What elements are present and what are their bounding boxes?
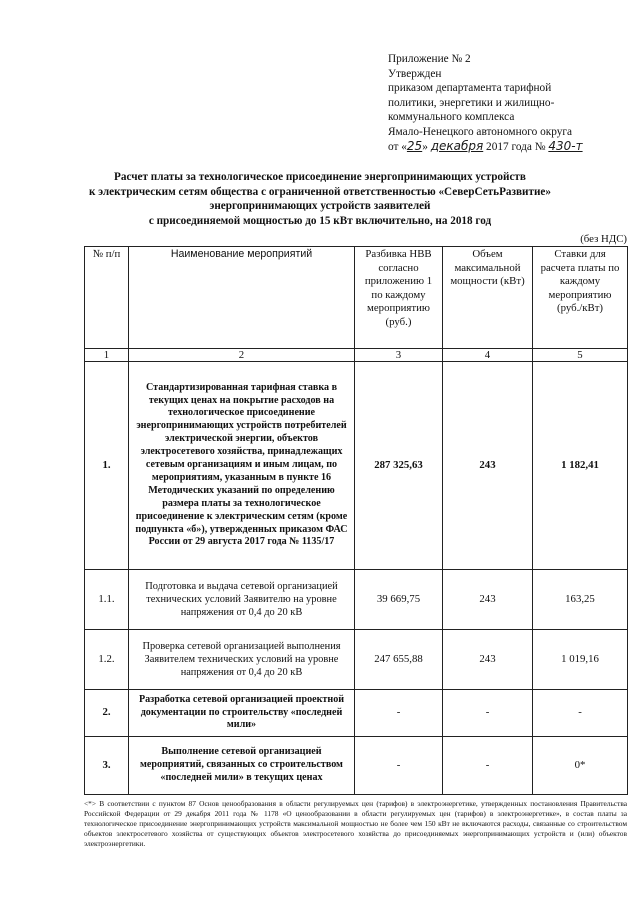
rates-table (84, 246, 628, 795)
document-title (0, 170, 640, 228)
row-nvv: 287 325,63 (355, 362, 443, 570)
handwritten-month: декабря (430, 139, 484, 153)
approval-line-3: приказом департамента тарифной (388, 82, 552, 94)
table-row (85, 737, 628, 795)
row-power: 243 (443, 630, 533, 690)
header-rate: Ставки для расчета платы по каждому мероприятию (руб./кВт) (533, 247, 628, 349)
header-nvv: Разбивка НВВ согласно приложению 1 по каждому мероприятию (руб.) (355, 247, 443, 349)
date-prefix: от « (388, 141, 407, 153)
row-nvv: 39 669,75 (355, 570, 443, 630)
title-line-4: с присоединяемой мощностью до 15 кВт включительно, на 2018 год (148, 214, 492, 227)
row-name: Выполнение сетевой организацией мероприятий, связанных со строительством «последней мили» в текущих ценах (129, 737, 355, 795)
row-rate: 163,25 (533, 570, 628, 630)
row-num: 1. (85, 362, 129, 570)
vat-note: (без НДС) (580, 233, 627, 245)
title-line-2: к электрическим сетям общества с ограниченной ответственностью «СеверСетьРазвитие» (89, 185, 551, 198)
approval-block (388, 52, 636, 155)
row-num: 1.2. (85, 630, 129, 690)
column-number-row (85, 349, 628, 362)
row-name: Проверка сетевой организацией выполнения Заявителем технических условий на уровне напряжения от 0,4 до 20 кВ (129, 630, 355, 690)
col-number-1: 1 (85, 349, 129, 362)
approval-line-4: политики, энергетики и жилищно- (388, 96, 555, 109)
row-num: 3. (85, 737, 129, 795)
row-nvv: - (355, 737, 443, 795)
table-row (85, 362, 628, 570)
row-name: Подготовка и выдача сетевой организацией технических условий Заявителю на уровне напряжения от 0,4 до 20 кВ (129, 570, 355, 630)
date-year: 2017 года № (486, 141, 546, 153)
col-number-3: 3 (355, 349, 443, 362)
table-row (85, 570, 628, 630)
row-nvv: 247 655,88 (355, 630, 443, 690)
row-name: Разработка сетевой организацией проектной документации по строительству «последней мили» (129, 690, 355, 737)
row-power: 243 (443, 570, 533, 630)
row-num: 2. (85, 690, 129, 737)
header-name: Наименование мероприятий (129, 247, 355, 349)
handwritten-day: 25 (406, 139, 423, 153)
row-rate: 1 182,41 (533, 362, 628, 570)
row-name: Стандартизированная тарифная ставка в текущих ценах на покрытие расходов на технологическое присоединение энергопринимающих устройств потребителей электрической энергии, объектов электросетевого хозяйства, принадлежащих сетевым организациям и иным лицам, по мероприятиям, указанным в пункте 16 Методических указаний по определению размера платы за технологическое присоединение к электрическим сетям (кроме подпункта «б»), утвержденных приказом ФАС России от 29 августа 2017 года № 1135/17 (129, 362, 355, 570)
table-header-row (85, 247, 628, 349)
approval-line-6: Ямало-Ненецкого автономного округа (388, 125, 573, 138)
row-rate: 1 019,16 (533, 630, 628, 690)
row-rate: - (533, 690, 628, 737)
approval-line-5: коммунального комплекса (388, 111, 515, 123)
table-row (85, 630, 628, 690)
approval-date-line (388, 139, 636, 155)
row-rate: 0* (533, 737, 628, 795)
row-power: 243 (443, 362, 533, 570)
col-number-2: 2 (129, 349, 355, 362)
date-mid: » (422, 141, 428, 153)
appendix-label: Приложение № 2 (388, 53, 471, 65)
approved-label: Утвержден (388, 67, 442, 80)
footnote: <*> В соответствии с пунктом 87 Основ ценообразования в области регулируемых цен (тарифов) в электроэнергетике, утвержденных постановления Правительства Российской Федерации от 29 декабря 2011 года № 1178 «О ценообразовании в области регулируемых цен (тарифов) в электроэнергетике», в состав платы за технологическое присоединение энергопринимающих устройств максимальной мощностью не более чем 150 кВт не включаются расходы, связанные со строительством объектов электросетевого хозяйства от существующих объектов электросетевого хозяйства до присоединяемых энергопринимающих устройств и (или) объектов электроэнергетики. (84, 799, 627, 848)
table-row (85, 690, 628, 737)
row-nvv: - (355, 690, 443, 737)
col-number-4: 4 (443, 349, 533, 362)
handwritten-number: 430-т (548, 139, 583, 153)
header-num: № п/п (85, 247, 129, 349)
row-num: 1.1. (85, 570, 129, 630)
col-number-5: 5 (533, 349, 628, 362)
header-power: Объем максимальной мощности (кВт) (443, 247, 533, 349)
row-power: - (443, 690, 533, 737)
row-power: - (443, 737, 533, 795)
title-line-1: Расчет платы за технологическое присоединение энергопринимающих устройств (114, 171, 526, 183)
title-line-3: энергопринимающих устройств заявителей (209, 200, 431, 212)
